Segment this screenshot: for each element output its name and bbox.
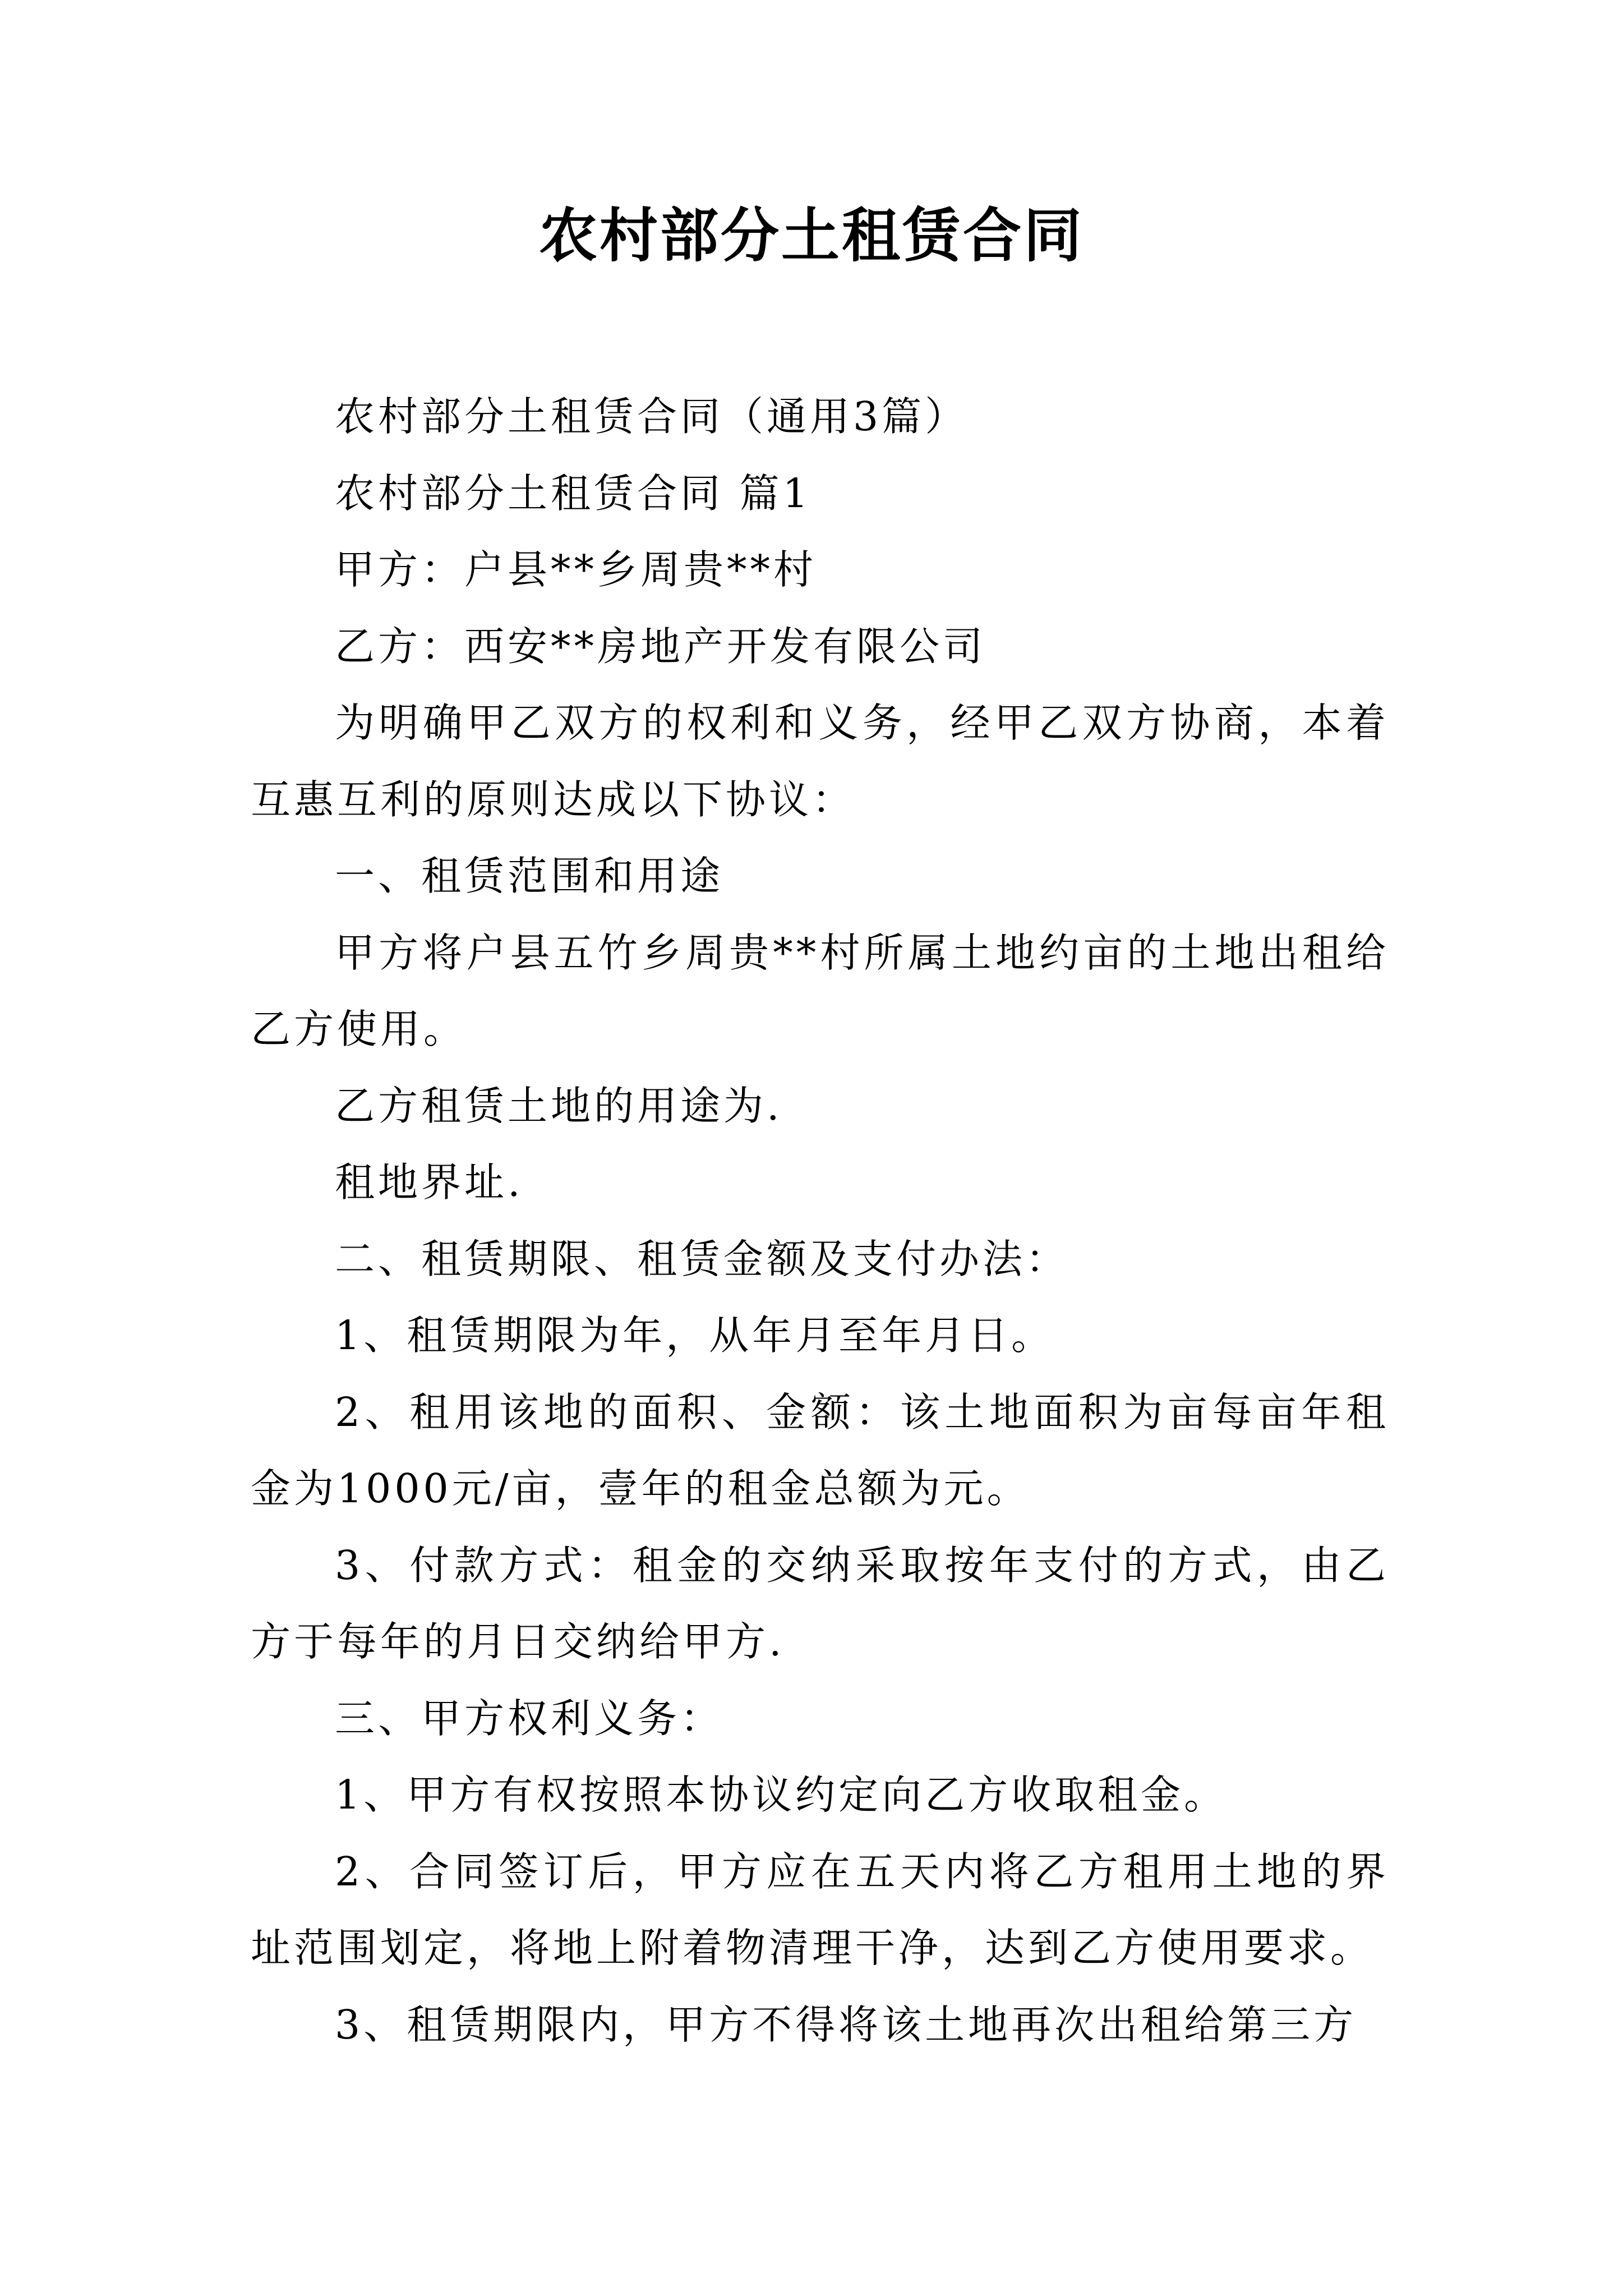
clause-party-a-3: 3、租赁期限内，甲方不得将该土地再次出租给第三方 xyxy=(335,2001,1357,2048)
clause-term-2: 2、租用该地的面积、金额：该土地面积为亩每亩年租金为1000元/亩，壹年的租金总额为元。 xyxy=(251,1388,1389,1512)
section-heading-term: 二、租赁期限、租赁金额及支付办法： xyxy=(335,1235,1069,1282)
clause-party-a-2: 2、合同签订后，甲方应在五天内将乙方租用土地的界址范围划定，将地上附着物清理干净，达到乙方使用要求。 xyxy=(251,1848,1389,1971)
document-body xyxy=(251,379,1389,2063)
section-heading-party-a-rights: 三、甲方权利义务： xyxy=(335,1695,724,1742)
paragraph-boundary: 租地界址. xyxy=(335,1159,524,1205)
paragraph-preamble: 为明确甲乙双方的权利和义务，经甲乙双方协商，本着互惠互利的原则达成以下协议： xyxy=(251,700,1389,823)
section-heading-scope: 一、租赁范围和用途 xyxy=(335,853,724,899)
paragraph-party-a: 甲方：户县**乡周贵**村 xyxy=(335,546,817,593)
document-title: 农村部分土租赁合同 xyxy=(538,201,1084,270)
clause-term-3: 3、付款方式：租金的交纳采取按年支付的方式，由乙方于每年的月日交纳给甲方. xyxy=(251,1542,1389,1665)
clause-term-1: 1、租赁期限为年，从年月至年月日。 xyxy=(335,1312,1055,1359)
clause-party-a-1: 1、甲方有权按照本协议约定向乙方收取租金。 xyxy=(335,1772,1228,1818)
paragraph-purpose: 乙方租赁土地的用途为. xyxy=(335,1082,783,1129)
paragraph-part-heading: 农村部分土租赁合同 篇1 xyxy=(335,470,811,517)
paragraph-scope: 甲方将户县五竹乡周贵**村所属土地约亩的土地出租给乙方使用。 xyxy=(251,929,1389,1052)
paragraph-party-b: 乙方：西安**房地产开发有限公司 xyxy=(335,623,986,670)
paragraph-subtitle: 农村部分土租赁合同（通用3篇） xyxy=(335,393,969,440)
